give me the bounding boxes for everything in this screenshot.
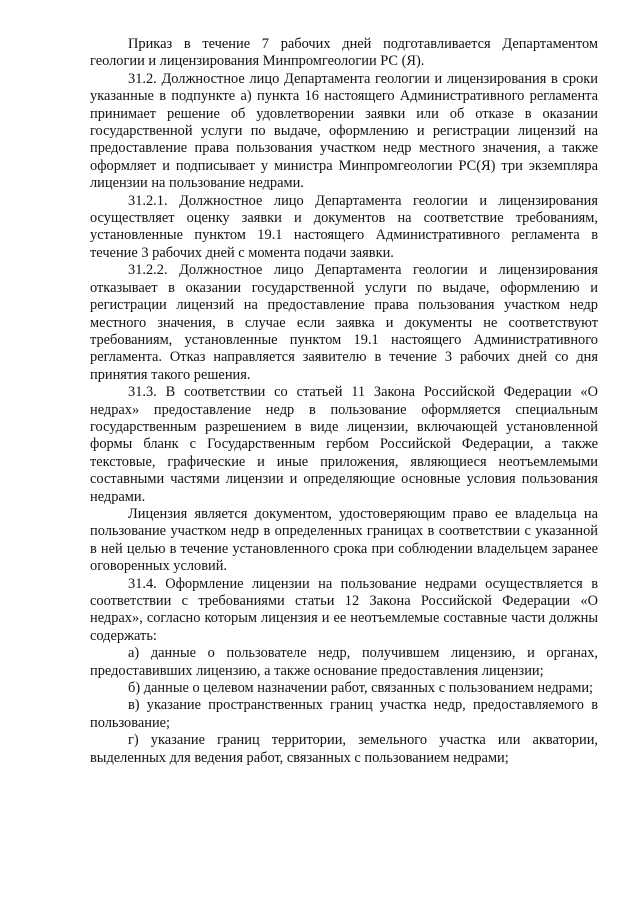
paragraph-31-4: 31.4. Оформление лицензии на пользование недрами осуществляется в соответствии с требованиями статьи 12 Закона Российской Федерации «О недрах», согласно которым лицензия и ее неотъемлемые составные части должны содержать: xyxy=(90,575,598,644)
list-item-v: в) указание пространственных границ участка недр, предоставляемого в пользование; xyxy=(90,697,598,731)
document-page xyxy=(90,36,598,767)
paragraph-31-2-2: 31.2.2. Должностное лицо Департамента геологии и лицензирования отказывает в оказании государственной услуги по выдаче, оформлению и регистрации лицензий на предоставление права пользования участком недр местного значения, в случае если заявка и документы не соответствуют требованиям, установленные пунктом 19.1 настоящего Административного регламента. Отказ направляется заявителю в течение 3 рабочих дней со дня принятия такого решения. xyxy=(90,262,598,383)
paragraph-order-preparation: Приказ в течение 7 рабочих дней подготавливается Департаментом геологии и лицензирования Минпромгеологии РС (Я). xyxy=(90,36,598,70)
list-item-a: а) данные о пользователе недр, получившем лицензию, и органах, предоставивших лицензию, а также основание предоставления лицензии; xyxy=(90,645,598,679)
list-item-b: б) данные о целевом назначении работ, связанных с пользованием недрами; xyxy=(128,680,594,697)
list-item-g: г) указание границ территории, земельного участка или акватории, выделенных для ведения работ, связанных с пользованием недрами; xyxy=(90,732,598,766)
paragraph-31-2: 31.2. Должностное лицо Департамента геологии и лицензирования в сроки указанные в подпункте а) пункта 16 настоящего Административного регламента принимает решение об удовлетворении заявки или об отказе в оказании государственной услуги по выдаче, оформлению и регистрации лицензий на предоставление права пользования участком недр местного значения, а также оформляет и подписывает у министра Минпромгеологии РС(Я) три экземпляра лицензии на пользование недрами. xyxy=(90,70,598,192)
paragraph-31-3: 31.3. В соответствии со статьей 11 Закона Российской Федерации «О недрах» предоставление недр в пользование оформляется специальным государственным разрешением в виде лицензии, включающей установленной формы бланк с Государственным гербом Российской Федерации, а также текстовые, графические и иные приложения, являющиеся неотъемлемыми составными частями лицензии и определяющие основные условия пользования недрами. xyxy=(90,384,598,505)
paragraph-license-definition: Лицензия является документом, удостоверяющим право ее владельца на пользование участком недр в определенных границах в соответствии с указанной в ней целью в течение установленного срока при соблюдении владельцем заранее оговоренных условий. xyxy=(90,505,598,575)
paragraph-31-2-1: 31.2.1. Должностное лицо Департамента геологии и лицензирования осуществляет оценку заявки и документов на соответствие требованиям, установленные пунктом 19.1 настоящего Административного регламента в течение 3 рабочих дней с момента подачи заявки. xyxy=(90,192,598,261)
